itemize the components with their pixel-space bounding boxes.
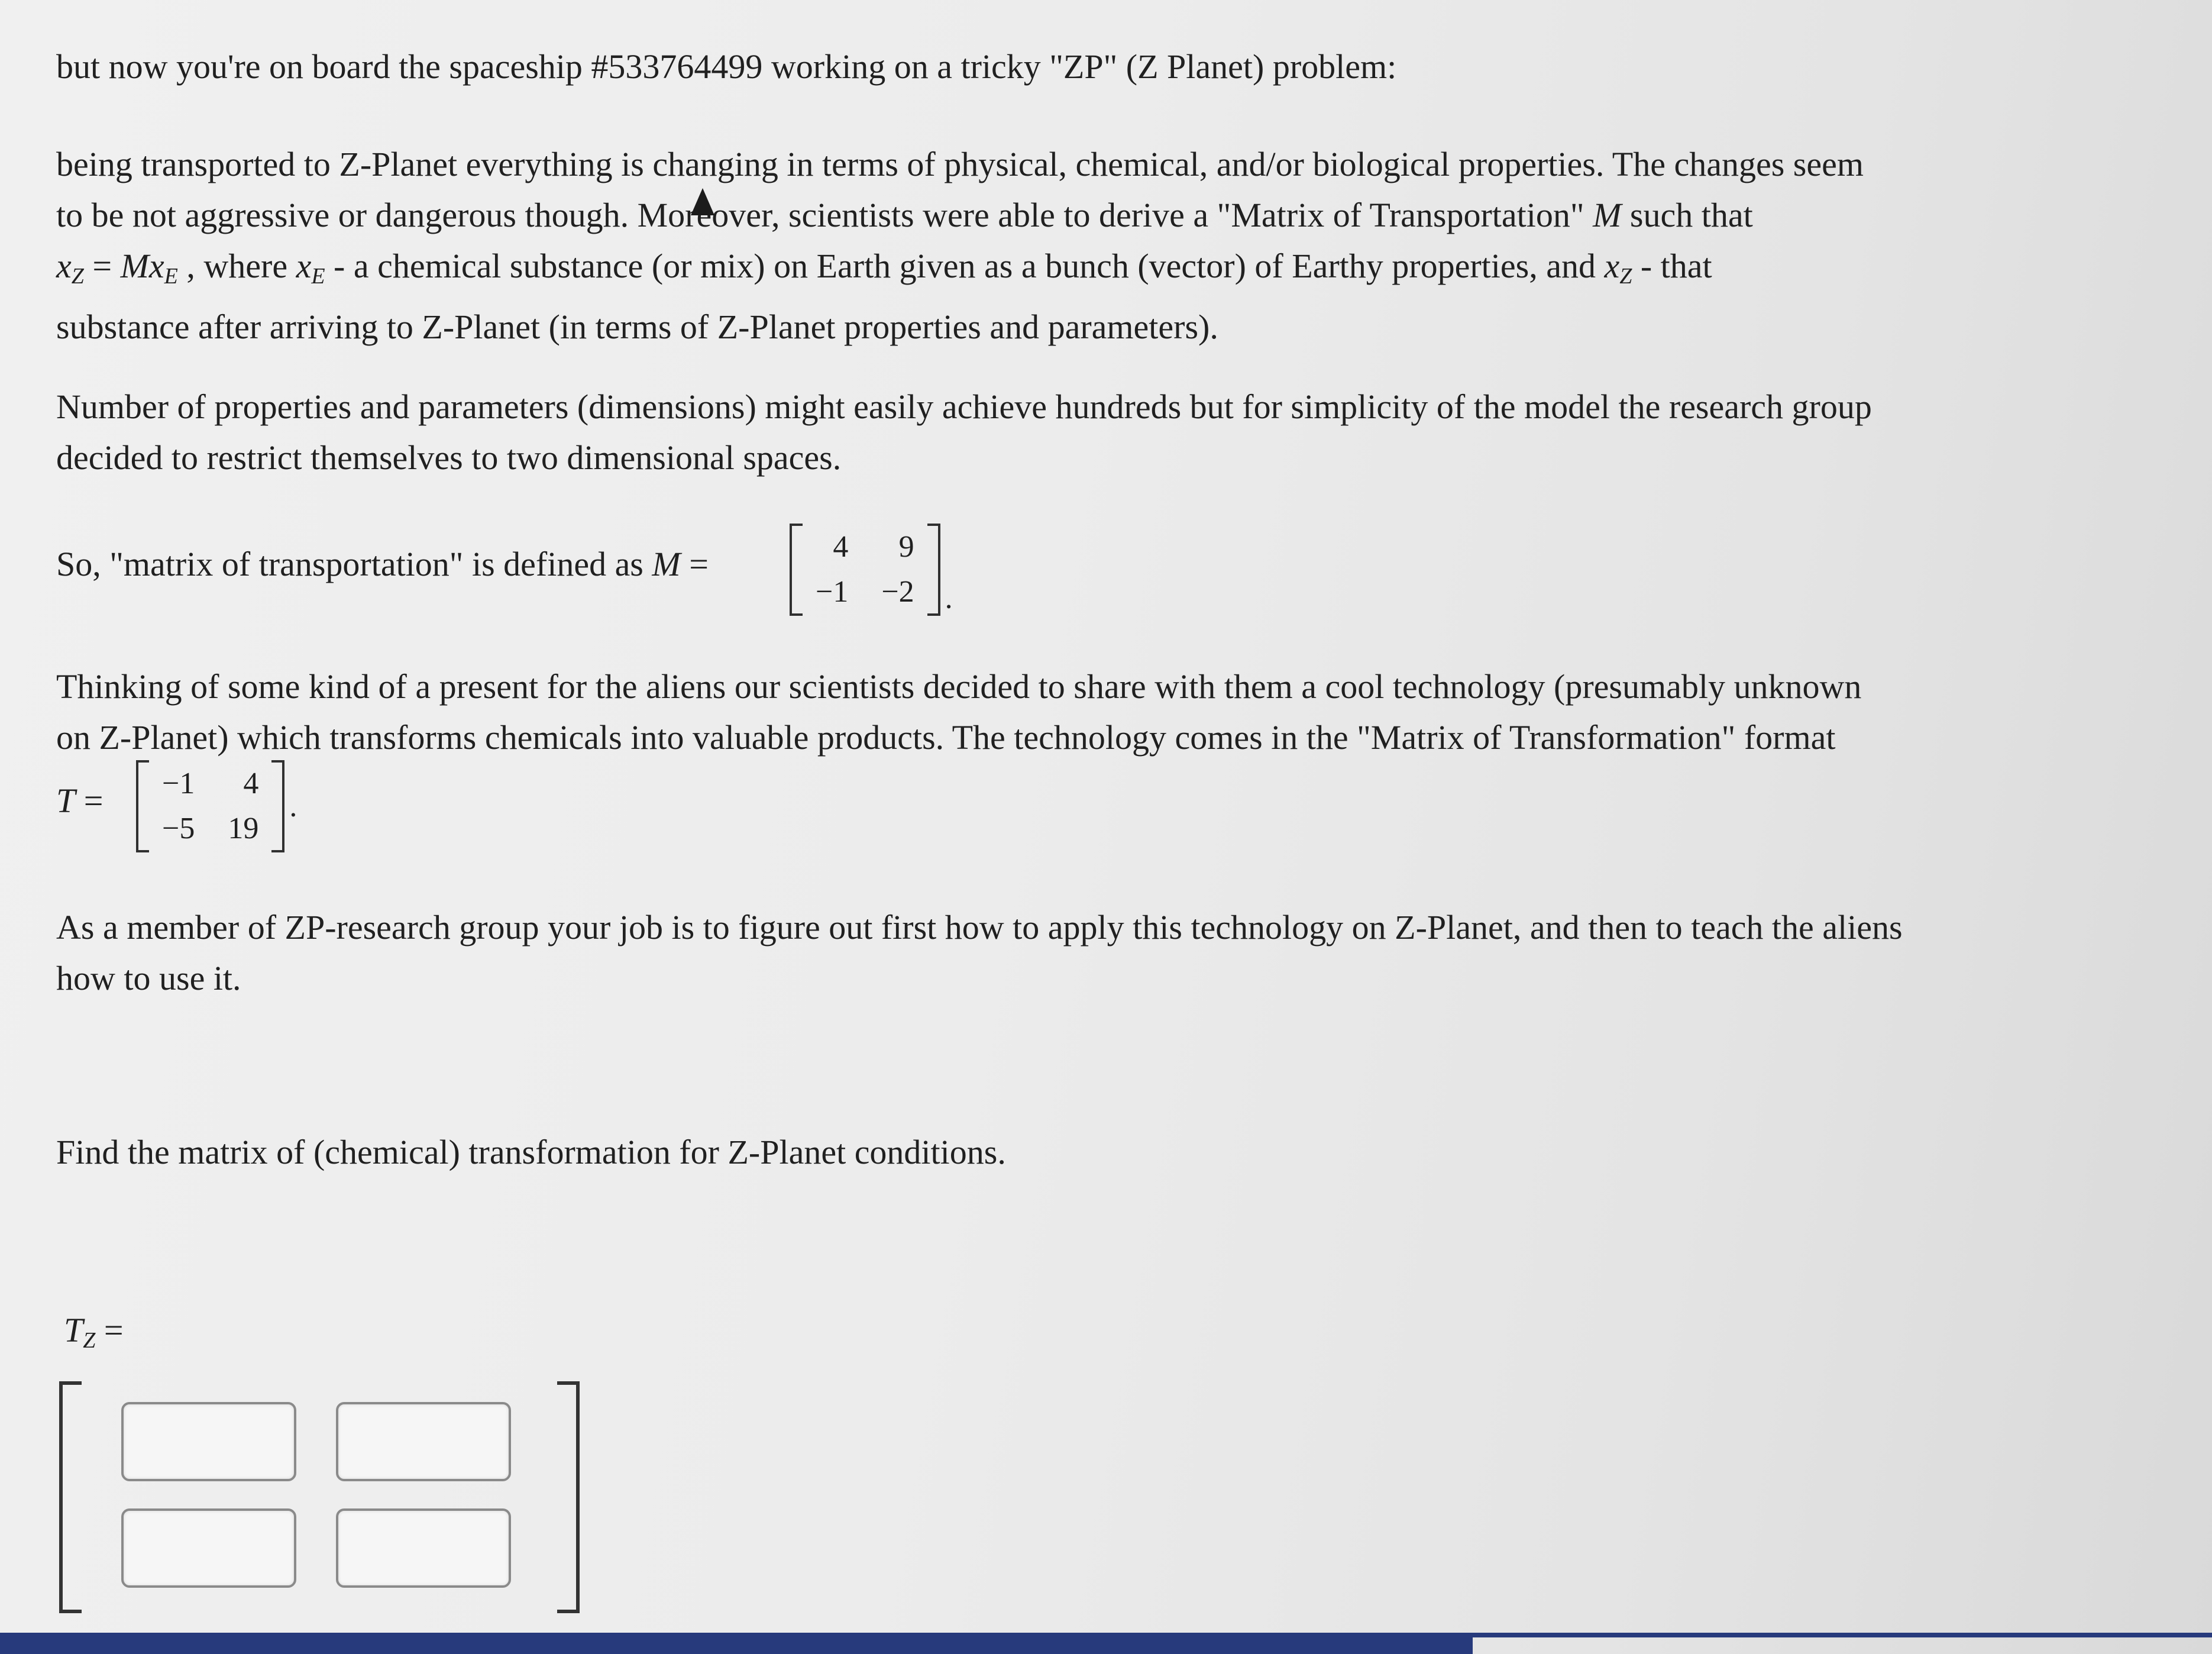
taskbar-edge — [1473, 1633, 2212, 1637]
answer-input-r2c1[interactable] — [121, 1508, 296, 1588]
answer-input-r1c2[interactable] — [336, 1402, 511, 1481]
matrix-T-cell: −1 — [162, 767, 195, 800]
taskbar — [0, 1633, 1473, 1654]
answer-input-r2c2[interactable] — [336, 1508, 511, 1588]
question-text: Find the matrix of (chemical) transformation for Z-Planet conditions. — [56, 1133, 1006, 1171]
transport-paragraph: being transported to Z-Planet everything is changing in terms of physical, chemical, and/or biological properties. The changes seem to be not aggressive or dangerous though. Moreover, scientists were able to derive a "Matrix of Transportation" M such that $x_Z = Mx_E$ , where $x_E$ - a chemical substance (or mix) on Earth given as a bunch (vector) of Earthy properties, and $x_Z$ - that substance after arriving to Z-Planet (in terms of Z-Planet properties and parameters). — [56, 145, 1864, 346]
matrix-M-symbol: M — [1593, 196, 1622, 234]
matrix-T-label: T = — [56, 781, 104, 820]
task-paragraph: As a member of ZP-research group your job is to figure out first how to apply this technology on Z-Planet, and then to teach the aliens how to use it. — [56, 908, 1903, 997]
right-bracket — [927, 524, 940, 616]
matrix-M: 4 9 −1 −2 . — [790, 524, 953, 616]
left-bracket — [59, 1381, 82, 1613]
dimensions-paragraph: Number of properties and parameters (dimensions) might easily achieve hundreds but for simplicity of the model the research group decided to restrict themselves to two dimensional spaces. — [56, 387, 1872, 477]
left-bracket — [136, 760, 149, 852]
mouse-cursor-icon — [691, 188, 714, 215]
matrix-M-cell: 4 — [833, 530, 849, 564]
right-bracket — [557, 1381, 580, 1613]
matrix-M-cell: −2 — [881, 575, 914, 609]
matrix-T-cell: 4 — [243, 767, 259, 800]
matrix-M-cell: −1 — [816, 575, 849, 609]
matrix-M-cell: 9 — [898, 530, 914, 564]
matrix-T-cell: 19 — [228, 812, 259, 845]
answer-matrix — [59, 1381, 580, 1612]
matrix-T: −1 4 −5 19 . — [136, 760, 297, 852]
matrix-T-cell: −5 — [162, 812, 195, 845]
technology-paragraph: Thinking of some kind of a present for the aliens our scientists decided to share with them a cool technology (presumably unknown on Z-Planet) which transforms chemicals into valuable products. The technology comes in the "Matrix of Transformation" format — [56, 667, 1862, 757]
right-bracket — [271, 760, 284, 852]
left-bracket — [790, 524, 803, 616]
answer-input-r1c1[interactable] — [121, 1402, 296, 1481]
matrix-M-label: So, "matrix of transportation" is defined as M = — [56, 545, 709, 583]
answer-label: $T_Z$ = — [64, 1311, 124, 1353]
intro-text: but now you're on board the spaceship #533764499 working on a tricky "ZP" (Z Planet) problem: — [56, 47, 1397, 86]
